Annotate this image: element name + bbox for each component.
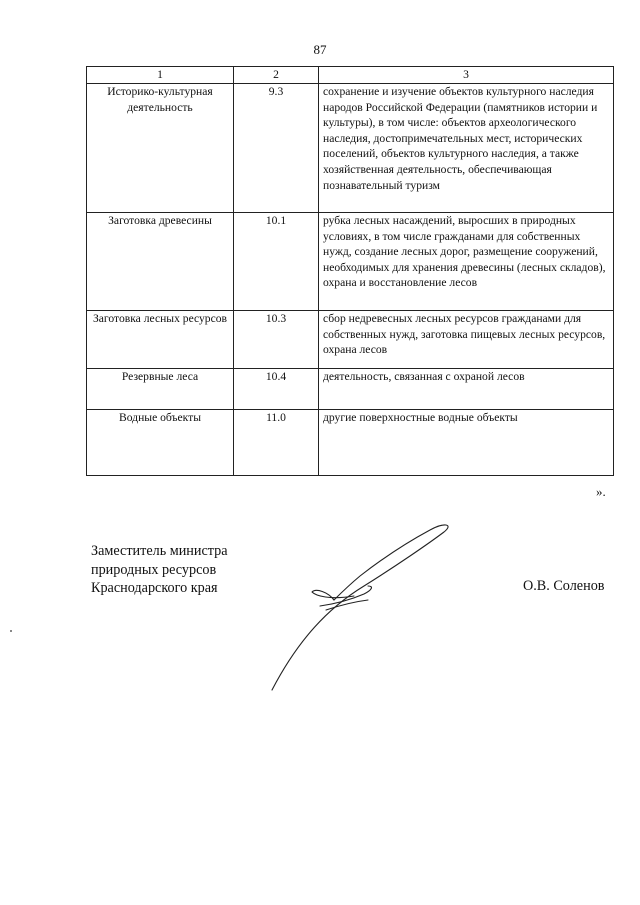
activity-description-cell: деятельность, связанная с охраной лесов <box>319 369 614 410</box>
activity-code-cell: 11.0 <box>234 410 319 476</box>
page-number: 87 <box>313 42 327 57</box>
handwritten-signature <box>268 520 453 692</box>
activity-name-cell: Водные объекты <box>87 410 234 476</box>
column-header-3: 3 <box>319 67 614 84</box>
signer-name: О.В. Соленов <box>523 578 605 594</box>
table-row <box>87 84 614 213</box>
activity-description-cell: сохранение и изучение объектов культурного наследия народов Российской Федерации (памятников истории и культуры), в том числе: объектов археологического наследия, достопримечательных мест, исторических поселений, объектов культурного наследия, а также хозяйственная деятельность, обеспечивающая познавательный туризм <box>319 84 614 213</box>
table-row <box>87 369 614 410</box>
activity-description-cell: рубка лесных насаждений, выросших в природных условиях, в том числе гражданами для собственных нужд, создание лесных дорог, размещение сооружений, необходимых для хранения древесины (лесных складов), охрана и восстановление лесов <box>319 213 614 311</box>
signer-title-line: Заместитель министра <box>91 543 228 559</box>
table-row <box>87 410 614 476</box>
table-header-row <box>87 67 614 84</box>
activity-code-cell: 10.1 <box>234 213 319 311</box>
closing-quote-mark: ». <box>596 484 606 499</box>
activity-name-cell: Заготовка древесины <box>87 213 234 311</box>
activity-name-cell: Резервные леса <box>87 369 234 410</box>
signer-title <box>91 542 228 598</box>
scan-speck <box>10 630 12 632</box>
table-row <box>87 213 614 311</box>
column-header-2: 2 <box>234 67 319 84</box>
activity-code-cell: 9.3 <box>234 84 319 213</box>
activity-name-cell: Заготовка лесных ресурсов <box>87 311 234 369</box>
table-row <box>87 311 614 369</box>
activity-description-cell: другие поверхностные водные объекты <box>319 410 614 476</box>
activity-name-cell: Историко-культурная деятельность <box>87 84 234 213</box>
column-header-1: 1 <box>87 67 234 84</box>
activity-code-cell: 10.3 <box>234 311 319 369</box>
activity-code-cell: 10.4 <box>234 369 319 410</box>
activity-description-cell: сбор недревесных лесных ресурсов гражданами для собственных нужд, заготовка пищевых лесных ресурсов, охрана лесов <box>319 311 614 369</box>
signer-title-line: природных ресурсов <box>91 561 217 578</box>
signer-title-line: Краснодарского края <box>91 580 218 596</box>
land-use-table <box>86 66 614 476</box>
